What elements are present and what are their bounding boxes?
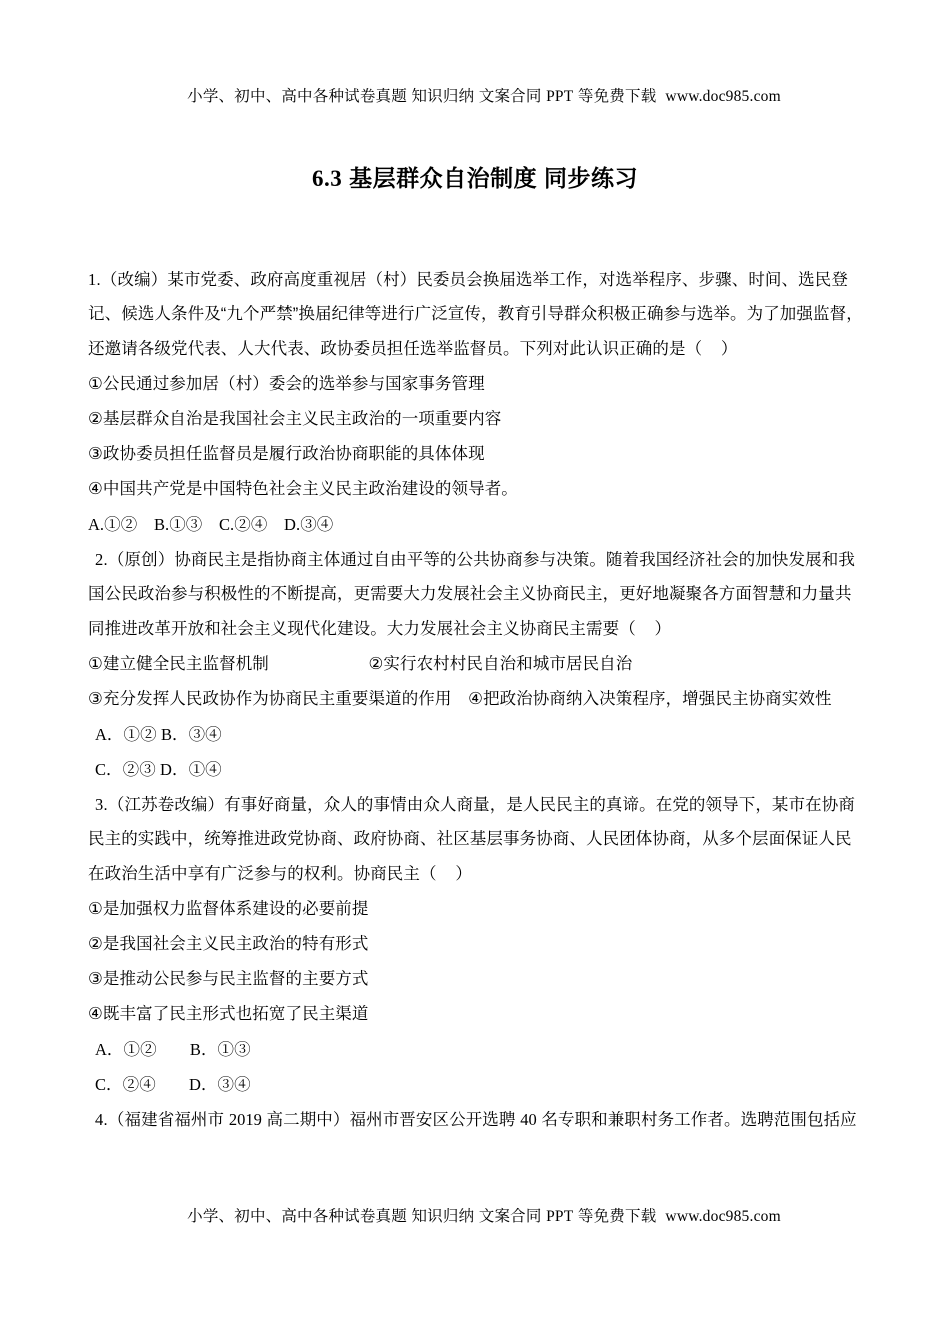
latin-run: C (95, 1075, 107, 1094)
latin-run: D (189, 1075, 201, 1094)
text-line: ④中国共产党是中国特色社会主义民主政治建设的领导者。 (88, 480, 518, 498)
running-footer-text-cjk-2: 等免费下载 (573, 1208, 666, 1225)
running-header-text-cjk-2: 等免费下载 (573, 88, 666, 105)
latin-run: A (88, 515, 100, 534)
latin-run: B (189, 1040, 201, 1059)
text-line: ①是加强权力监督体系建设的必要前提 (88, 900, 369, 918)
text-line: ④既丰富了民主形式也拓宽了民主渠道 (88, 1005, 369, 1023)
running-footer-url: www.doc985.com (665, 1208, 781, 1225)
text-line: ②是我国社会主义民主政治的特有形式 (88, 935, 369, 953)
text-line: 国公民政治参与积极性的不断提高，更需要大力发展社会主义协商民主，更好地凝聚各方面智慧和力量共 (88, 585, 852, 603)
text-line: 同推进改革开放和社会主义现代化建设。大力发展社会主义协商民主需要（ ） (88, 620, 672, 638)
text-line: ③政协委员担任监督员是履行政治协商职能的具体体现 (88, 445, 485, 463)
latin-run: D (284, 515, 296, 534)
latin-run: A (95, 725, 107, 744)
latin-run: C (219, 515, 231, 534)
running-header-text-ppt: PPT (546, 88, 574, 105)
latin-run: 40 (520, 1110, 537, 1129)
text-line: A．①② B．①③ (95, 1040, 251, 1059)
exercise-body (88, 262, 878, 1137)
running-footer (0, 1186, 950, 1244)
text-line: 民主的实践中，统筹推进政党协商、政府协商、社区基层事务协商、人民团体协商，从多个层面保证人民 (88, 830, 852, 848)
text-line: ③是推动公民参与民主监督的主要方式 (88, 970, 369, 988)
text-line: ①建立健全民主监督机制 ②实行农村村民自治和城市居民自治 (88, 655, 633, 673)
text-line: 3.（江苏卷改编）有事好商量，众人的事情由众人商量，是人民民主的真谛。在党的领导下，某市在协商 (95, 795, 855, 814)
page-title (0, 160, 950, 193)
latin-run: 2 (95, 550, 104, 569)
text-line: A．①② B．③④ (95, 725, 222, 744)
running-footer-text-ppt: PPT (546, 1208, 574, 1225)
text-line: C．②④ D．③④ (95, 1075, 251, 1094)
text-line: 1.（改编）某市党委、政府高度重视居（村）民委员会换届选举工作，对选举程序、步骤、时间、选民登 (88, 270, 848, 289)
page-title-number: 6.3 (311, 166, 343, 192)
page-title-text: 基层群众自治制度 同步练习 (349, 165, 639, 192)
latin-run: B (153, 515, 165, 534)
running-footer-text-cjk-1: 小学、初中、高中各种试卷真题 知识归纳 文案合同 (187, 1208, 547, 1225)
text-line: ③充分发挥人民政协作为协商民主重要渠道的作用 ④把政治协商纳入决策程序，增强民主协商实效性 (88, 690, 832, 708)
latin-run: A (95, 1040, 107, 1059)
text-line: 2.（原创）协商民主是指协商主体通过自由平等的公共协商参与决策。随着我国经济社会的加快发展和我 (95, 550, 855, 569)
running-header (0, 66, 950, 124)
latin-run: C (95, 760, 107, 779)
latin-run: B (160, 725, 172, 744)
text-line: 4.（福建省福州市 2019 高二期中）福州市晋安区公开选聘 40 名专职和兼职村务工作者。选聘范围包括应 (95, 1110, 857, 1129)
text-line: 还邀请各级党代表、人大代表、政协委员担任选举监督员。下列对此认识正确的是（ ） (88, 340, 738, 358)
latin-run: 3 (95, 795, 104, 814)
latin-run: D (160, 760, 172, 779)
text-line: ①公民通过参加居（村）委会的选举参与国家事务管理 (88, 375, 485, 393)
text-line: 记、候选人条件及“九个严禁”换届纪律等进行广泛宣传，教育引导群众积极正确参与选举。为了加强监督， (88, 305, 863, 323)
running-header-url: www.doc985.com (665, 88, 781, 105)
running-header-text-cjk-1: 小学、初中、高中各种试卷真题 知识归纳 文案合同 (187, 88, 547, 105)
latin-run: 2019 (228, 1110, 262, 1129)
latin-run: 4 (95, 1110, 104, 1129)
text-line: A.①② B.①③ C.②④ D.③④ (88, 515, 334, 534)
latin-run: 1 (88, 270, 97, 289)
text-line: 在政治生活中享有广泛参与的权利。协商民主（ ） (88, 865, 472, 883)
text-line: C．②③ D．①④ (95, 760, 222, 779)
text-line: ②基层群众自治是我国社会主义民主政治的一项重要内容 (88, 410, 502, 428)
